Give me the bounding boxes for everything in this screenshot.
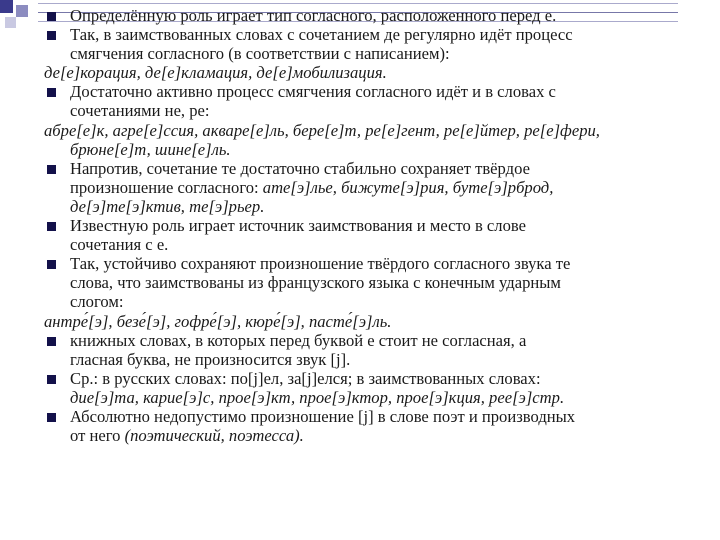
bullet-text-line: сочетаниями не, ре: <box>70 101 210 121</box>
bullet-text-line: Достаточно активно процесс смягчения согласного идёт и в словах с <box>70 82 556 102</box>
bullet-text-line: книжных словах, в которых перед буквой е стоит не согласная, а <box>70 330 527 350</box>
bullet-square-icon <box>47 165 56 174</box>
bullet-item-3 <box>44 82 720 120</box>
corner-square-mid <box>16 5 28 17</box>
bullet-text-plain: от него <box>70 426 125 446</box>
bullet-text-line: слогом: <box>70 292 124 312</box>
bullet-text-line <box>70 426 720 445</box>
bullet-text-line: Абсолютно недопустимо произношение [j] в слове поэт и производных <box>70 406 576 426</box>
bullet-item-6 <box>44 254 720 311</box>
corner-square-dark <box>0 0 13 13</box>
bullet-square-icon <box>47 337 56 346</box>
bullet-square-icon <box>47 31 56 40</box>
example-words: де[э]те[э]ктив, те[э]рьер. <box>70 196 265 216</box>
slide-body <box>44 6 720 445</box>
example-words: ате[э]лье, бижуте[э]рия, буте[э]рброд, <box>262 177 554 197</box>
bullet-text-line: Так, устойчиво сохраняют произношение твёрдого согласного звука те <box>70 254 571 274</box>
example-words: брюне[е]т, шине[е]ль. <box>70 139 231 159</box>
bullet-text-line: Известную роль играет источник заимствования и место в слове <box>70 216 526 236</box>
bullet-text-line <box>70 178 720 197</box>
bullet-text: Определённую роль играет тип согласного, расположенного перед е. <box>70 6 557 25</box>
bullet-square-icon <box>47 88 56 97</box>
bullet-square-icon <box>47 12 56 21</box>
title-line-top <box>38 3 678 4</box>
bullet-square-icon <box>47 260 56 269</box>
bullet-item-1 <box>44 6 720 25</box>
bullet-text-line: смягчения согласного (в соответствии с написанием): <box>70 44 450 64</box>
bullet-square-icon <box>47 375 56 384</box>
example-words: антре́[э], безе́[э], гофре́[э], кюре́[э], пасте́[э]ль. <box>44 311 392 331</box>
bullet-text-line: гласная буква, не произносится звук [j]. <box>70 349 351 369</box>
bullet-item-7 <box>44 331 720 369</box>
bullet-square-icon <box>47 222 56 231</box>
bullet-item-4 <box>44 159 720 216</box>
bullet-text-plain: произношение согласного: <box>70 177 263 197</box>
bullet-item-8 <box>44 369 720 407</box>
bullet-text-line: сочетания с е. <box>70 235 169 255</box>
bullet-text-line: слова, что заимствованы из французского языка с конечным ударным <box>70 273 561 293</box>
bullet-item-2 <box>44 25 720 63</box>
example-words: де[е]корация, де[е]кламация, де[е]мобилизация. <box>44 63 387 83</box>
bullet-item-5 <box>44 216 720 254</box>
bullet-text-line: Так, в заимствованных словах с сочетанием де регулярно идёт процесс <box>70 25 573 45</box>
example-words: абре[е]к, агре[е]ссия, акваре[е]ль, бере[е]т, ре[е]гент, ре[е]йтер, ре[е]фери, <box>44 120 600 140</box>
bullet-text-line: Ср.: в русских словах: по[j]ел, за[j]елся; в заимствованных словах: <box>70 368 541 388</box>
bullet-text-line: Напротив, сочетание те достаточно стабильно сохраняет твёрдое <box>70 158 530 178</box>
bullet-square-icon <box>47 413 56 422</box>
example-words: (поэтический, поэтесса). <box>124 426 304 446</box>
example-words: дие[э]та, карие[э]с, прое[э]кт, прое[э]ктор, прое[э]кция, рее[э]стр. <box>70 387 565 407</box>
bullet-item-9 <box>44 407 720 445</box>
corner-square-light <box>5 17 16 28</box>
corner-decoration <box>0 0 40 40</box>
